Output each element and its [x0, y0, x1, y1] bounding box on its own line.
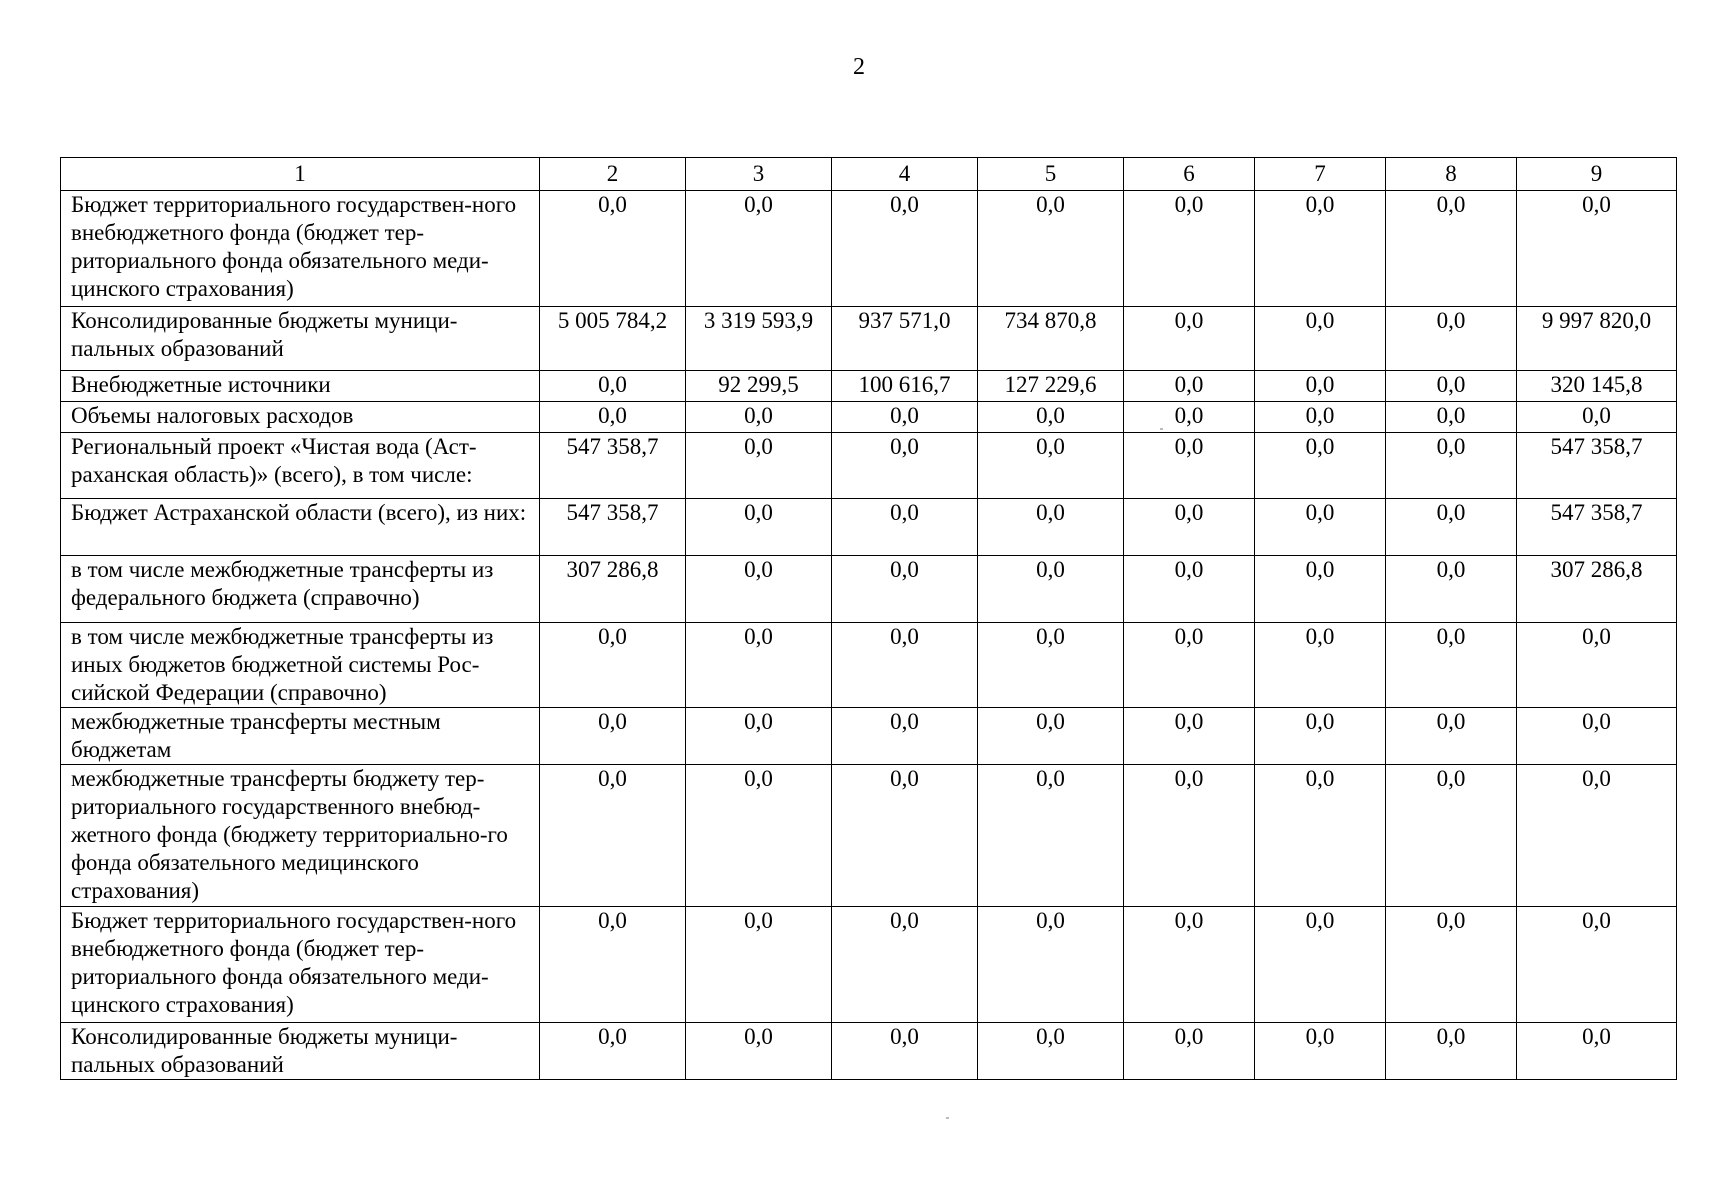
scan-artifact	[1160, 428, 1163, 430]
value-cell: 0,0	[1386, 191, 1517, 307]
value-cell: 0,0	[1124, 623, 1255, 708]
column-header: 3	[686, 158, 832, 191]
value-cell: 0,0	[686, 433, 832, 499]
value-cell: 0,0	[686, 1023, 832, 1080]
value-cell: 0,0	[832, 623, 978, 708]
value-cell: 0,0	[1255, 307, 1386, 371]
value-cell: 0,0	[832, 907, 978, 1023]
value-cell: 0,0	[1517, 623, 1677, 708]
value-cell: 0,0	[978, 402, 1124, 433]
row-label: Бюджет территориального государствен-ного внебюджетного фонда (бюджет тер-риториального фонда обязательного меди-цинского страхования)	[61, 907, 540, 1023]
value-cell: 0,0	[1255, 708, 1386, 765]
value-cell: 0,0	[1386, 623, 1517, 708]
value-cell: 0,0	[1386, 402, 1517, 433]
value-cell: 0,0	[1386, 708, 1517, 765]
page-number: 2	[853, 54, 865, 80]
row-label: Объемы налоговых расходов	[61, 402, 540, 433]
value-cell: 0,0	[1386, 765, 1517, 907]
budget-table	[60, 157, 1677, 1080]
value-cell: 0,0	[1124, 307, 1255, 371]
table-header	[61, 158, 1677, 191]
value-cell: 0,0	[832, 402, 978, 433]
value-cell: 0,0	[1517, 907, 1677, 1023]
value-cell: 0,0	[1517, 765, 1677, 907]
value-cell: 0,0	[832, 499, 978, 556]
value-cell: 547 358,7	[1517, 433, 1677, 499]
table-row	[61, 623, 1677, 708]
value-cell: 0,0	[686, 623, 832, 708]
value-cell: 0,0	[978, 191, 1124, 307]
row-label: Бюджет территориального государствен-ного внебюджетного фонда (бюджет тер-риториального фонда обязательного меди-цинского страхования)	[61, 191, 540, 307]
value-cell: 0,0	[1124, 765, 1255, 907]
row-label: в том числе межбюджетные трансферты из иных бюджетов бюджетной системы Рос-сийской Федерации (справочно)	[61, 623, 540, 708]
value-cell: 0,0	[686, 556, 832, 623]
value-cell: 127 229,6	[978, 371, 1124, 402]
value-cell: 0,0	[1255, 1023, 1386, 1080]
value-cell: 0,0	[540, 191, 686, 307]
row-label: Консолидированные бюджеты муници-пальных образований	[61, 307, 540, 371]
value-cell: 100 616,7	[832, 371, 978, 402]
value-cell: 0,0	[1386, 307, 1517, 371]
value-cell: 9 997 820,0	[1517, 307, 1677, 371]
value-cell: 0,0	[1517, 1023, 1677, 1080]
table-row	[61, 371, 1677, 402]
column-header: 8	[1386, 158, 1517, 191]
value-cell: 0,0	[1124, 708, 1255, 765]
value-cell: 0,0	[978, 907, 1124, 1023]
table-row	[61, 307, 1677, 371]
scan-artifact	[946, 1117, 949, 1119]
header-row	[61, 158, 1677, 191]
value-cell: 0,0	[1386, 1023, 1517, 1080]
value-cell: 0,0	[1255, 907, 1386, 1023]
value-cell: 0,0	[978, 556, 1124, 623]
table-body	[61, 191, 1677, 1080]
value-cell: 0,0	[832, 765, 978, 907]
value-cell: 0,0	[1255, 499, 1386, 556]
value-cell: 0,0	[832, 1023, 978, 1080]
column-header: 9	[1517, 158, 1677, 191]
value-cell: 0,0	[1124, 499, 1255, 556]
value-cell: 0,0	[540, 765, 686, 907]
value-cell: 0,0	[540, 1023, 686, 1080]
value-cell: 0,0	[1255, 191, 1386, 307]
value-cell: 0,0	[540, 623, 686, 708]
value-cell: 0,0	[1386, 371, 1517, 402]
value-cell: 307 286,8	[1517, 556, 1677, 623]
row-label: Внебюджетные источники	[61, 371, 540, 402]
value-cell: 0,0	[686, 907, 832, 1023]
value-cell: 0,0	[1124, 433, 1255, 499]
value-cell: 0,0	[832, 191, 978, 307]
value-cell: 307 286,8	[540, 556, 686, 623]
value-cell: 5 005 784,2	[540, 307, 686, 371]
column-header: 1	[61, 158, 540, 191]
row-label: межбюджетные трансферты бюджету тер-риториального государственного внебюд-жетного фонда (бюджету территориально-го фонда обязательного медицинского страхования)	[61, 765, 540, 907]
value-cell: 0,0	[540, 907, 686, 1023]
table-row	[61, 765, 1677, 907]
value-cell: 547 358,7	[540, 499, 686, 556]
column-header: 6	[1124, 158, 1255, 191]
value-cell: 0,0	[1124, 402, 1255, 433]
value-cell: 0,0	[1124, 371, 1255, 402]
value-cell: 0,0	[1386, 499, 1517, 556]
row-label: Бюджет Астраханской области (всего), из них:	[61, 499, 540, 556]
row-label: Консолидированные бюджеты муници-пальных образований	[61, 1023, 540, 1080]
value-cell: 0,0	[1517, 402, 1677, 433]
table-row	[61, 907, 1677, 1023]
column-header: 4	[832, 158, 978, 191]
value-cell: 734 870,8	[978, 307, 1124, 371]
value-cell: 0,0	[978, 499, 1124, 556]
value-cell: 0,0	[1255, 765, 1386, 907]
table-row	[61, 1023, 1677, 1080]
value-cell: 0,0	[978, 1023, 1124, 1080]
value-cell: 0,0	[1124, 907, 1255, 1023]
value-cell: 0,0	[832, 708, 978, 765]
value-cell: 0,0	[1124, 556, 1255, 623]
value-cell: 0,0	[1255, 402, 1386, 433]
value-cell: 0,0	[686, 499, 832, 556]
value-cell: 92 299,5	[686, 371, 832, 402]
value-cell: 0,0	[978, 623, 1124, 708]
value-cell: 0,0	[1386, 556, 1517, 623]
value-cell: 0,0	[540, 402, 686, 433]
row-label: межбюджетные трансферты местным бюджетам	[61, 708, 540, 765]
column-header: 2	[540, 158, 686, 191]
table-row	[61, 402, 1677, 433]
value-cell: 0,0	[1255, 371, 1386, 402]
value-cell: 0,0	[1124, 191, 1255, 307]
value-cell: 937 571,0	[832, 307, 978, 371]
column-header: 7	[1255, 158, 1386, 191]
value-cell: 0,0	[686, 765, 832, 907]
column-header: 5	[978, 158, 1124, 191]
row-label: Региональный проект «Чистая вода (Аст-раханская область)» (всего), в том числе:	[61, 433, 540, 499]
value-cell: 547 358,7	[540, 433, 686, 499]
value-cell: 0,0	[1517, 191, 1677, 307]
value-cell: 0,0	[978, 433, 1124, 499]
value-cell: 0,0	[1386, 907, 1517, 1023]
value-cell: 0,0	[686, 708, 832, 765]
value-cell: 0,0	[832, 433, 978, 499]
value-cell: 0,0	[1124, 1023, 1255, 1080]
row-label: в том числе межбюджетные трансферты из федерального бюджета (справочно)	[61, 556, 540, 623]
value-cell: 547 358,7	[1517, 499, 1677, 556]
table-row	[61, 433, 1677, 499]
value-cell: 0,0	[686, 191, 832, 307]
value-cell: 0,0	[1517, 708, 1677, 765]
value-cell: 0,0	[832, 556, 978, 623]
value-cell: 0,0	[1255, 433, 1386, 499]
value-cell: 0,0	[978, 765, 1124, 907]
value-cell: 0,0	[540, 371, 686, 402]
table-row	[61, 708, 1677, 765]
value-cell: 3 319 593,9	[686, 307, 832, 371]
value-cell: 0,0	[978, 708, 1124, 765]
value-cell: 0,0	[1386, 433, 1517, 499]
value-cell: 0,0	[1255, 556, 1386, 623]
table-row	[61, 556, 1677, 623]
value-cell: 320 145,8	[1517, 371, 1677, 402]
value-cell: 0,0	[1255, 623, 1386, 708]
table-row	[61, 191, 1677, 307]
value-cell: 0,0	[686, 402, 832, 433]
value-cell: 0,0	[540, 708, 686, 765]
table-row	[61, 499, 1677, 556]
